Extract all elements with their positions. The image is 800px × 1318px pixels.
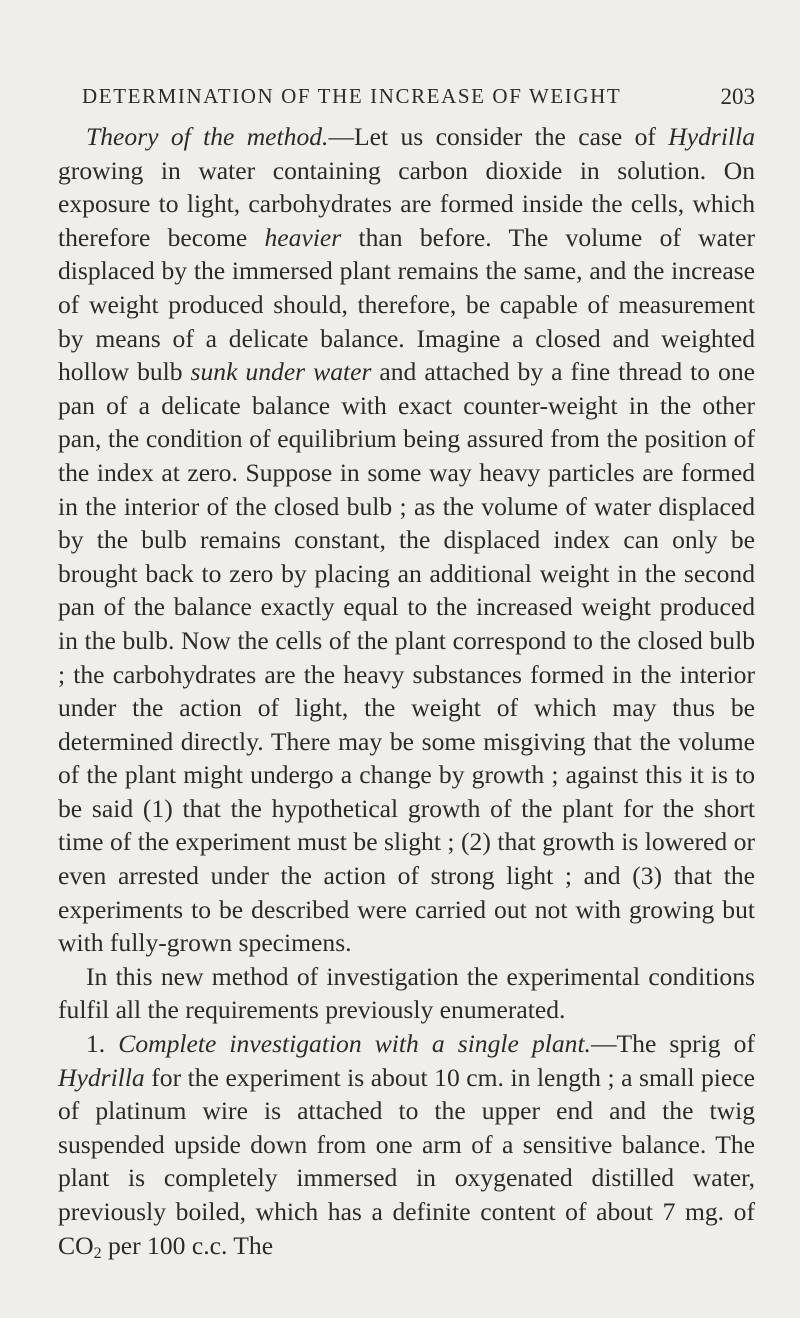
italic-term: Hydrilla — [58, 1062, 145, 1092]
italic-term: Hydrilla — [668, 122, 755, 151]
section-heading-theory: Theory of the method. — [86, 122, 329, 151]
paragraph-conditions — [58, 960, 755, 1027]
text-run: per 100 c.c. The — [101, 1230, 274, 1260]
running-title: DETERMINATION OF THE INCREASE OF WEIGHT — [82, 84, 622, 108]
subscript: 2 — [93, 1244, 102, 1262]
running-header — [58, 70, 755, 110]
text-run: —Let us consider the case of — [328, 122, 669, 151]
text-run: for the experiment is about 10 cm. in length ; a small piece of platinum wire is attached to the upper end and the twig suspended upside down from one arm of a sensitive balance. The plant is completely immersed in oxygenated distilled water, previously boiled, which has a definite content of about 7 mg. of CO — [58, 1062, 755, 1260]
italic-term: sunk under water — [190, 357, 372, 387]
text-run: growing in water containing carbon dioxide in solution. On exposure to light, carbohydrates are formed inside the cells, which therefore become — [58, 155, 755, 252]
text-run: In this new method of investigation the experimental conditions fulfil all the requirements previously enumerated. — [58, 961, 755, 1025]
italic-term: heavier — [264, 222, 342, 252]
page-number: 203 — [720, 84, 755, 109]
text-run: —The sprig of — [590, 1029, 755, 1059]
book-page — [58, 70, 755, 1262]
section-number: 1. — [86, 1029, 106, 1059]
paragraph-single-plant — [58, 1027, 755, 1262]
text-run: and attached by a fine thread to one pan of a delicate balance with exact counter-weight in the other pan, the condition of equilibrium being assured from the position of the index at zero. Suppose in some way heavy particles are formed in the interior of the closed bulb ; as the volume of water displaced by the bulb remains constant, the displaced index can only be brought back to zero by placing an additional weight in the second pan of the balance exactly equal to the increased weight produced in the bulb. Now the cells of the plant correspond to the closed bulb ; the carbohydrates are the heavy substances formed in the interior under the action of light, the weight of which may thus be determined directly. There may be some misgiving that the volume of the plant might undergo a change by growth ; against this it is to be said (1) that the hypothetical growth of the plant for the short time of the experiment must be slight ; (2) that growth is lowered or even arrested under the action of strong light ; and (3) that the experiments to be described were carried out not with growing but with fully-grown specimens. — [58, 357, 755, 958]
paragraph-theory — [58, 120, 755, 960]
text-run: than before. The volume of water displaced by the immersed plant remains the same, and the increase of weight produced should, therefore, be capable of measurement by means of a delicate balance. Imagine a closed and weighted hollow bulb — [58, 222, 755, 387]
section-heading-single-plant: Complete investigation with a single plant. — [118, 1029, 591, 1059]
